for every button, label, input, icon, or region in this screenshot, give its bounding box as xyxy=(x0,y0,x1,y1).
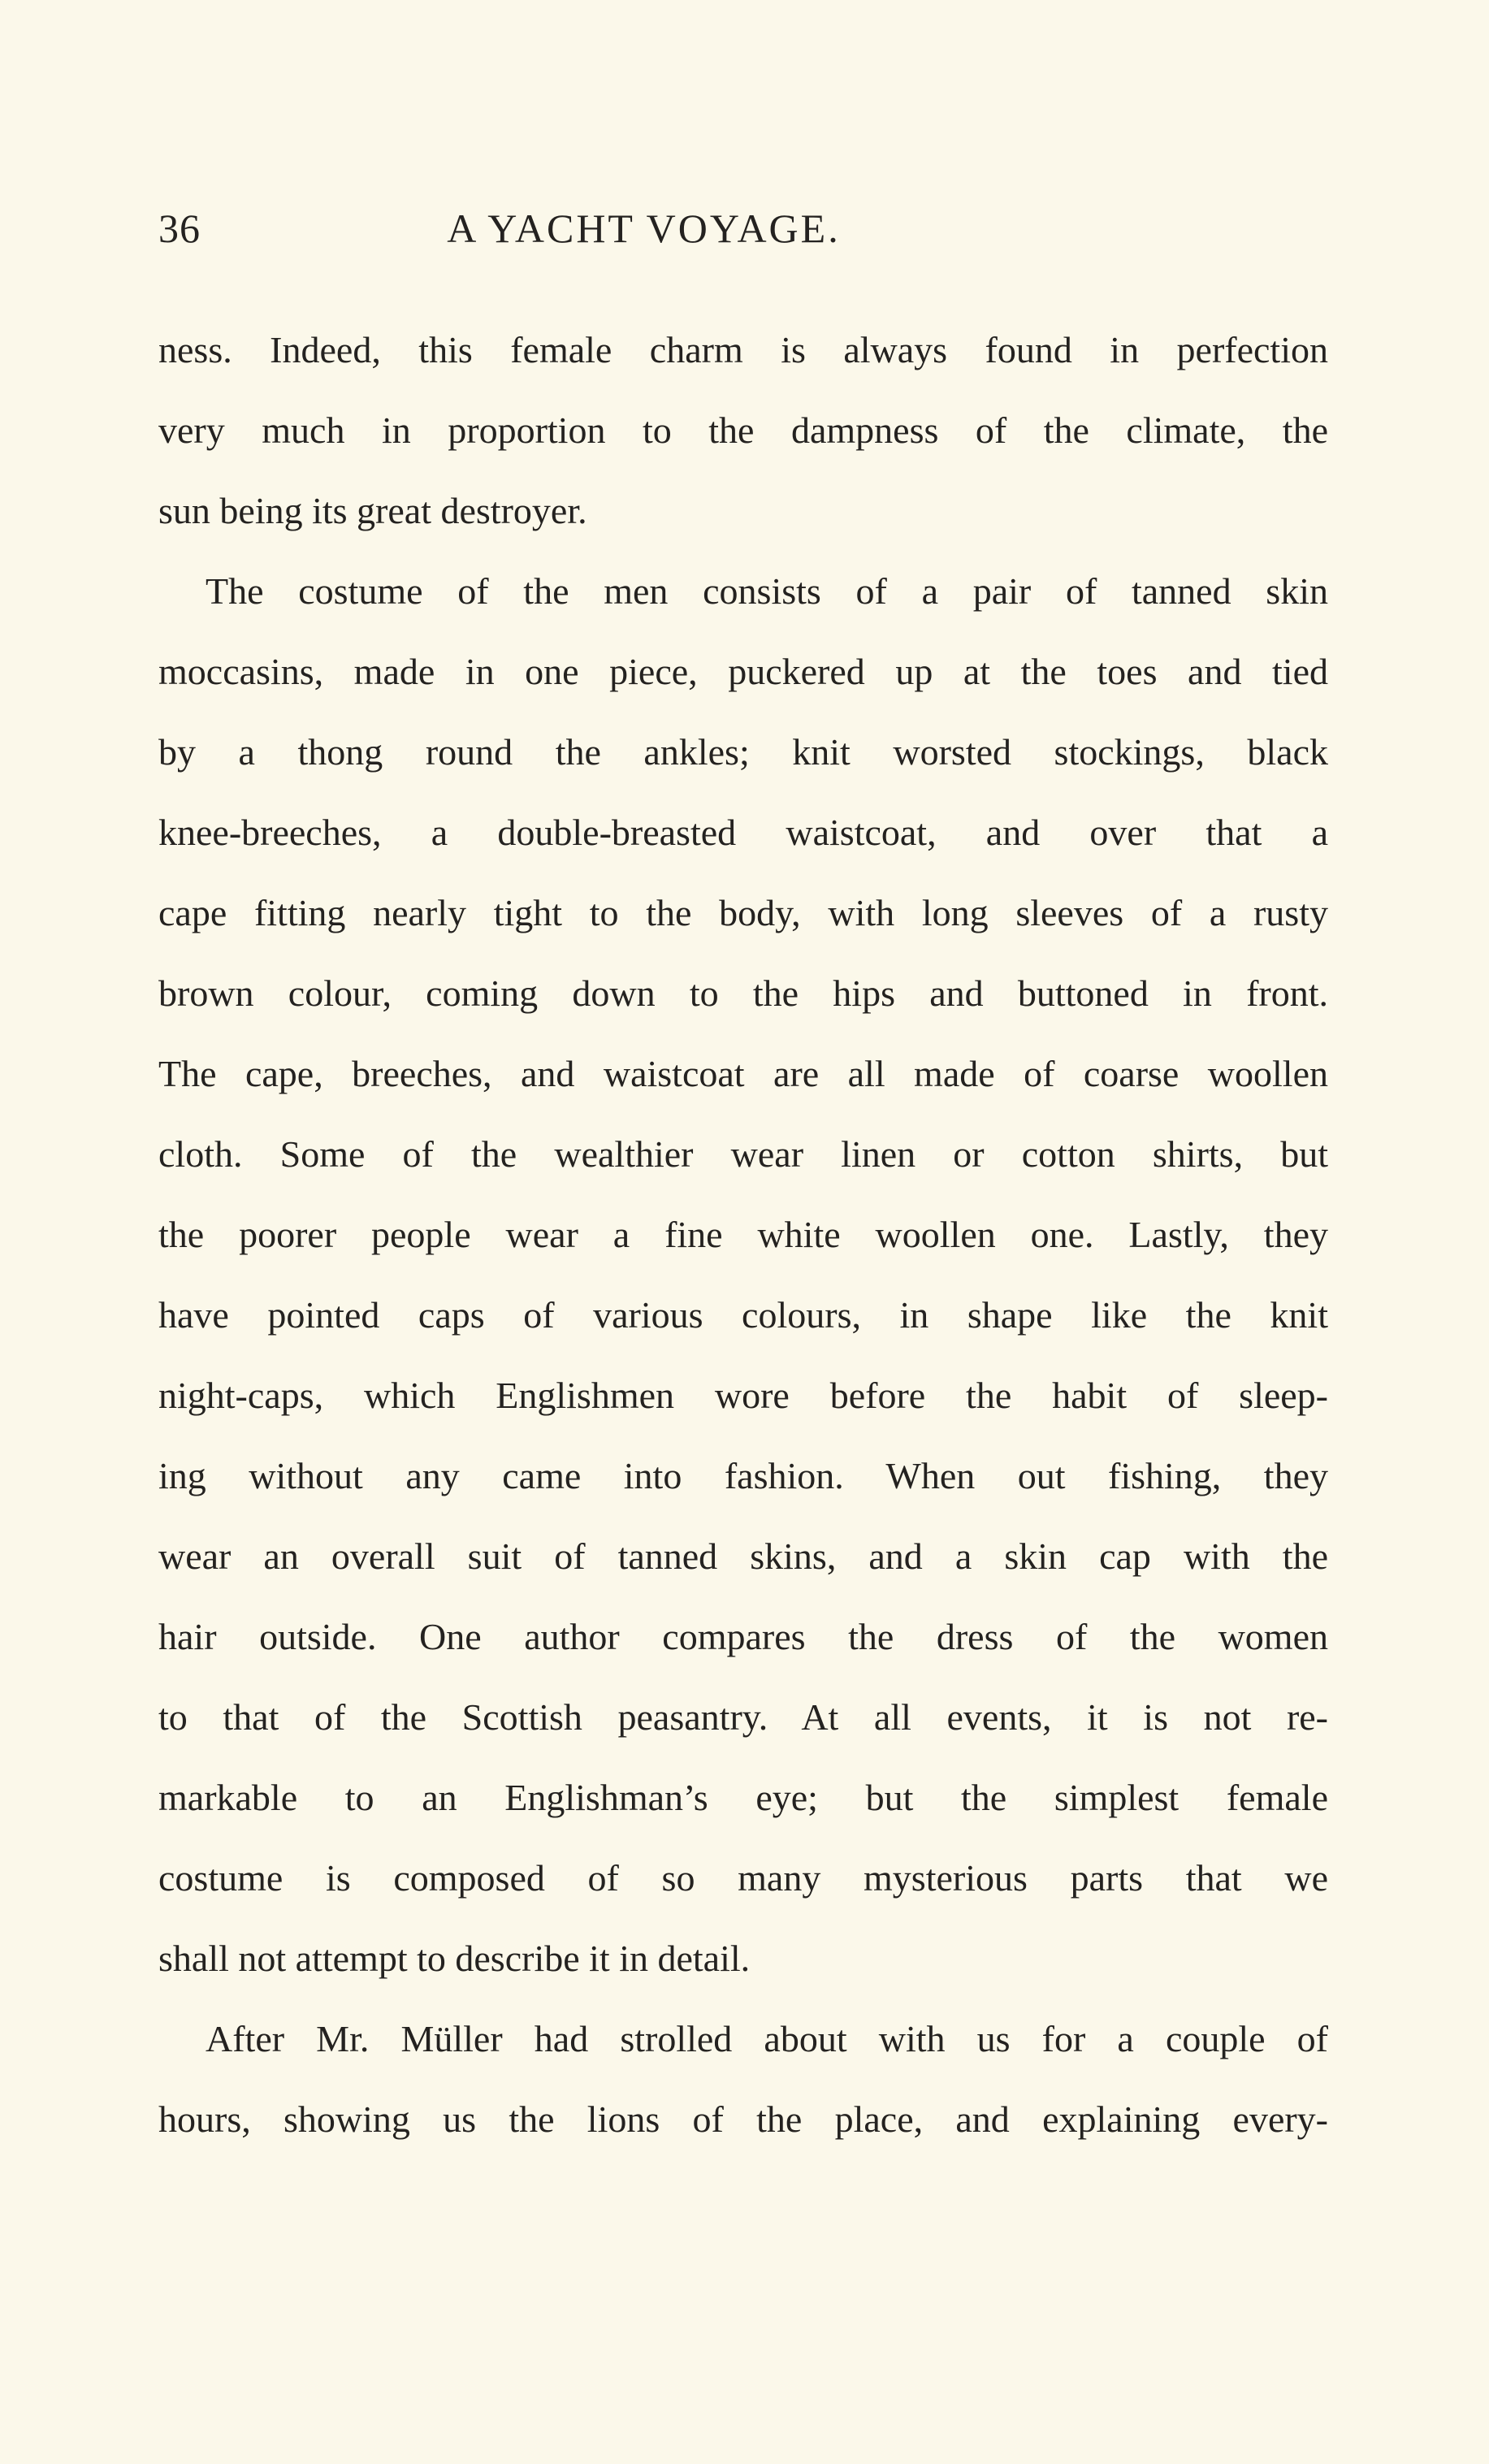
text-line: the poorer people wear a fine white woollen one. Lastly, they xyxy=(158,1214,1328,1255)
text-line: wear an overall suit of tanned skins, and a skin cap with the xyxy=(158,1535,1328,1577)
text-line: hours, showing us the lions of the place, and explaining every- xyxy=(158,2098,1328,2140)
text-line: by a thong round the ankles; knit worsted stockings, black xyxy=(158,731,1328,773)
text-line: cloth. Some of the wealthier wear linen or cotton shirts, but xyxy=(158,1133,1328,1175)
text-line: moccasins, made in one piece, puckered up at the toes and tied xyxy=(158,651,1328,692)
text-line: sun being its great destroyer. xyxy=(158,490,587,531)
text-line: The costume of the men consists of a pair of tanned skin xyxy=(206,570,1328,612)
text-line: markable to an Englishman’s eye; but the simplest female xyxy=(158,1777,1328,1818)
text-line: hair outside. One author compares the dress of the women xyxy=(158,1616,1328,1657)
running-head xyxy=(158,200,1328,257)
text-line: costume is composed of so many mysterious parts that we xyxy=(158,1857,1328,1899)
text-line: The cape, breeches, and waistcoat are all made of coarse woollen xyxy=(158,1053,1328,1094)
text-line: brown colour, coming down to the hips and buttoned in front. xyxy=(158,972,1328,1014)
running-title: A YACHT VOYAGE. xyxy=(447,206,841,251)
text-line: ing without any came into fashion. When out fishing, they xyxy=(158,1455,1328,1496)
text-line: shall not attempt to describe it in detail. xyxy=(158,1938,751,1979)
text-line: night-caps, which Englishmen wore before the habit of sleep- xyxy=(158,1375,1328,1416)
text-line: ness. Indeed, this female charm is always found in perfection xyxy=(158,329,1328,370)
text-line: very much in proportion to the dampness of the climate, the xyxy=(158,409,1328,451)
text-line: have pointed caps of various colours, in shape like the knit xyxy=(158,1294,1328,1336)
text-line: to that of the Scottish peasantry. At all events, it is not re- xyxy=(158,1696,1328,1738)
text-line: cape fitting nearly tight to the body, with long sleeves of a rusty xyxy=(158,892,1328,933)
page-number: 36 xyxy=(158,206,201,251)
text-line: knee-breeches, a double-breasted waistcoat, and over that a xyxy=(158,812,1328,853)
text-line: After Mr. Müller had strolled about with us for a couple of xyxy=(206,2018,1328,2059)
